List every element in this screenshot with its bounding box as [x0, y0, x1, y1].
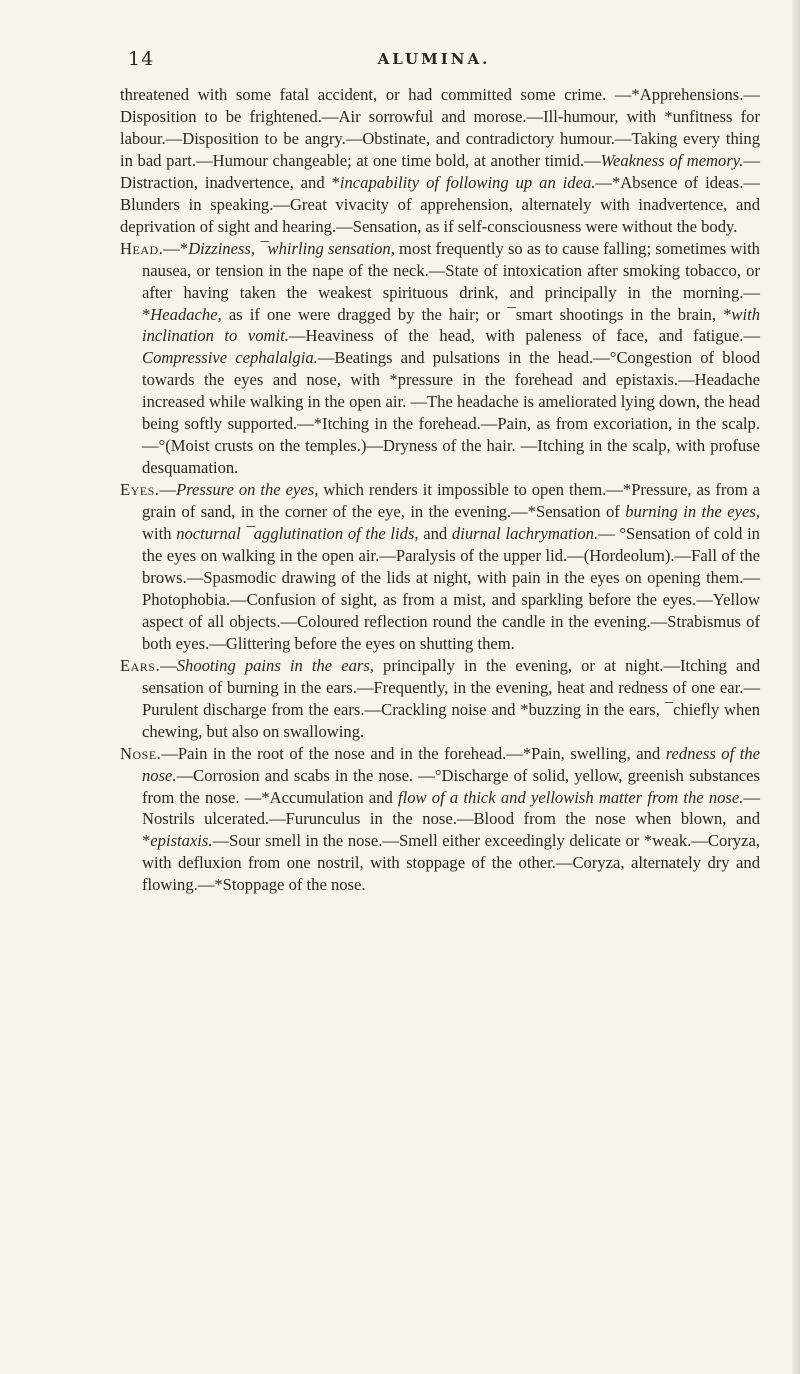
italic-phrase: redness of the nose. — [142, 743, 760, 785]
text-run: and — [418, 524, 452, 544]
text-run: —Distraction, inadvertence, and * — [120, 150, 760, 192]
italic-phrase: diurnal lachrymation. — [451, 524, 599, 544]
section-label: Nose. — [120, 743, 162, 763]
text-run: —* — [163, 238, 189, 258]
text-run: —Beatings and pulsations in the head.—°Congestion of blood towards the eyes and nose, with *pressure in the forehead and epistaxis.—Headache increased while walking in the open air. —The headache is ameliorated lying down, the head being softly supported.—*Itching in the forehead.—Pain, as from excoriation, in the scalp.—°(Moist crusts on the temples.)—Dryness of the hair. —Itching in the scalp, with profuse desquamation. — [142, 348, 761, 478]
section-nose — [120, 743, 760, 897]
section-head — [120, 238, 760, 479]
running-title: ALUMINA. — [377, 50, 491, 68]
italic-phrase: with inclination to vomit. — [142, 304, 760, 346]
text-run: as if one were dragged by the hair; or ¯smart shootings in the brain, * — [221, 304, 732, 324]
italic-phrase: Shooting pains in the ears, — [176, 655, 374, 675]
section-eyes — [120, 479, 760, 655]
text-run: —Sour smell in the nose.—Smell either exceedingly delicate or *weak.—Coryza, with defluxion from one nostril, with stoppage of the other.—Coryza, alternately dry and flowing.—*Stoppage of the nose. — [142, 831, 760, 895]
italic-phrase: burning in the eyes, — [625, 502, 760, 522]
section-label: Eyes. — [120, 480, 160, 500]
text-run: with — [142, 524, 177, 544]
italic-phrase: Pressure on the eyes, — [176, 480, 319, 500]
italic-phrase: epistaxis. — [150, 831, 213, 851]
italic-phrase: incapability of following up an idea. — [339, 172, 596, 192]
text-run: principally in the evening, or at night.—Itching and sensation of burning in the ears.—Frequently, in the evening, heat and redness of one ear.—Purulent discharge from the ears.—Crackling noise and *buzzing in the ears, ¯chiefly when chewing, but also on swallowing. — [142, 655, 760, 741]
section-ears — [120, 655, 760, 743]
text-run: — — [159, 480, 177, 500]
symptom-sections — [120, 238, 760, 897]
italic-phrase: Dizziness, ¯whirling sensation, — [188, 238, 395, 258]
text-run: —Nostrils ulcerated.—Furunculus in the nose.—Blood from the nose when blown, and * — [142, 787, 760, 851]
text-run: — °Sensation of cold in the eyes on walking in the open air.—Paralysis of the upper lid.—(Hordeolum).—Fall of the brows.—Spasmodic drawing of the lids at night, with pain in the eyes on opening them.—Photophobia.—Confusion of sight, as from a mist, and sparkling before the eyes.—Yellow aspect of all objects.—Coloured reflection round the candle in the evening.—Strabismus of both eyes.—Glittering before the eyes on shutting them. — [142, 524, 760, 653]
italic-phrase: Compressive cephalalgia. — [142, 348, 318, 368]
text-run: —Pain in the root of the nose and in the forehead.—*Pain, swelling, and — [161, 743, 666, 763]
body-text — [120, 84, 760, 896]
section-label: Head. — [120, 238, 164, 258]
text-run: which renders it impossible to open them.—*Pressure, as from a grain of sand, in the corner of the eye, in the evening.—*Sensation of — [142, 480, 760, 522]
text-run: —Heaviness of the head, with paleness of face, and fatigue.— — [288, 326, 760, 346]
text-run: —Corrosion and scabs in the nose. —°Discharge of solid, yellow, greenish substances from the nose. —*Accumulation and — [142, 765, 760, 807]
italic-phrase: Headache, — [150, 304, 222, 324]
page-number: 14 — [128, 48, 155, 70]
italic-phrase: nocturnal ¯agglutination of the lids, — [176, 524, 419, 544]
intro-paragraph — [120, 84, 760, 238]
page-edge — [792, 0, 800, 1374]
text-run: —*Absence of ideas.—Blunders in speaking.—Great vivacity of apprehension, alternately with inadvertence, and deprivation of sight and hearing.—Sensation, as if self-consciousness were without the body. — [120, 172, 760, 236]
page-header — [128, 48, 740, 78]
text-run: — — [160, 655, 177, 675]
text-run: threatened with some fatal accident, or had committed some crime. —*Apprehensions.—Disposition to be frightened.—Air sorrowful and morose.—Ill-humour, with *unfitness for labour.—Disposition to be angry.—Obstinate, and contradictory humour.—Taking every thing in bad part.—Humour changeable; at one time bold, at another timid.— — [120, 85, 760, 170]
section-label: Ears. — [120, 655, 161, 675]
italic-phrase: flow of a thick and yellowish matter from the nose. — [398, 787, 744, 807]
italic-phrase: Weakness of memory. — [600, 150, 744, 170]
text-run: most frequently so as to cause falling; sometimes with nausea, or tension in the nape of the neck.—State of intoxication after smoking tobacco, or after having taken the weakest spirituous drink, and principally in the morning.—* — [142, 238, 760, 324]
